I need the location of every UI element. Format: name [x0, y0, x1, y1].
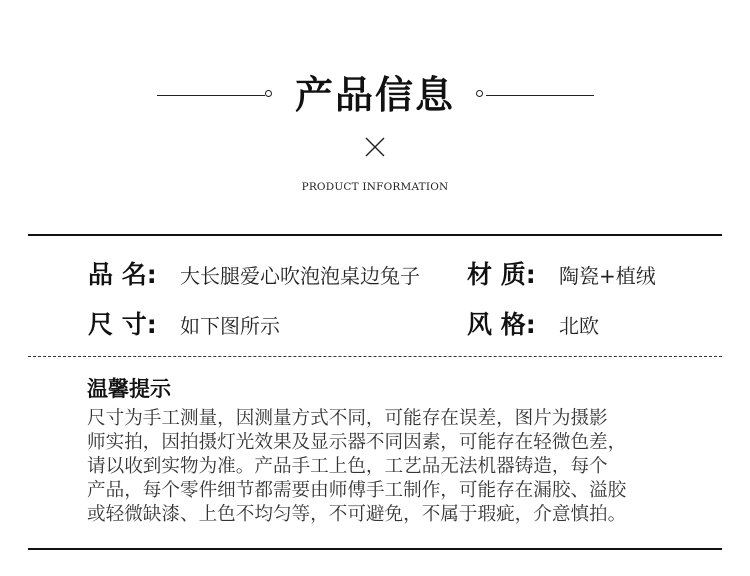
title-line-right	[486, 95, 594, 96]
divider-bottom	[28, 548, 722, 550]
tips-line: 师实拍，因拍摄灯光效果及显示器不同因素，可能存在轻微色差，	[87, 432, 627, 453]
size-label: 尺 寸:	[88, 310, 157, 339]
tips-line: 请以收到实物为准。产品手工上色，工艺品无法机器铸造，每个	[87, 456, 608, 477]
page-subtitle: PRODUCT INFORMATION	[301, 181, 449, 193]
material-label: 材 质:	[467, 260, 536, 289]
style-label: 风 格:	[467, 310, 536, 339]
tips-line: 或轻微缺漆、上色不均匀等，不可避免，不属于瑕疵，介意慎拍。	[87, 504, 627, 525]
title-line-left	[157, 95, 265, 96]
tips-heading: 温馨提示	[87, 377, 171, 401]
divider-top	[28, 234, 722, 236]
style-value: 北欧	[559, 314, 599, 338]
cross-icon	[364, 136, 386, 158]
page-title: 产品信息	[294, 73, 455, 117]
circle-dot-icon	[265, 90, 272, 97]
divider-dashed	[28, 356, 722, 357]
size-value: 如下图所示	[180, 314, 280, 338]
circle-dot-icon	[476, 90, 483, 97]
tips-line: 产品，每个零件细节都需要由师傅手工制作，可能存在漏胶、溢胶	[87, 480, 627, 501]
name-label: 品 名:	[88, 260, 157, 289]
material-value: 陶瓷+植绒	[559, 264, 656, 288]
tips-line: 尺寸为手工测量，因测量方式不同，可能存在误差，图片为摄影	[87, 408, 608, 429]
name-value: 大长腿爱心吹泡泡桌边兔子	[180, 264, 420, 288]
